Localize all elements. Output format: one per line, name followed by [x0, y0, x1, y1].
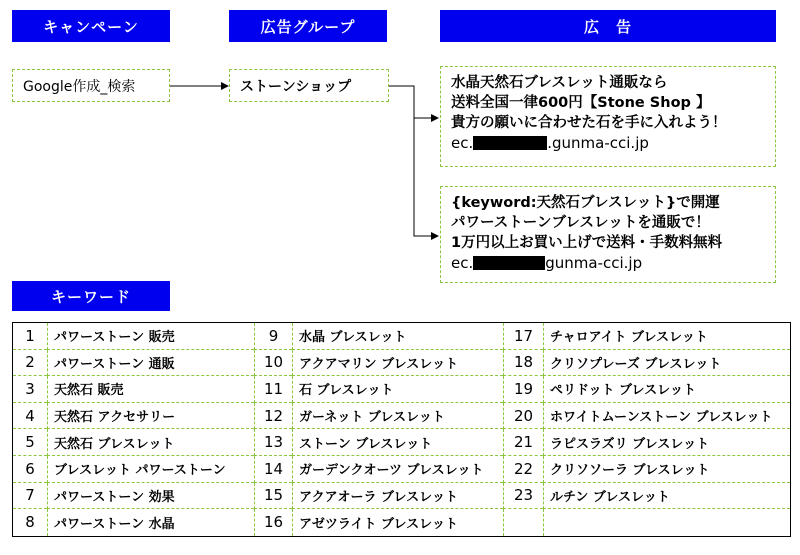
keyword-number: 5	[13, 429, 47, 456]
keyword-number: 15	[254, 483, 292, 510]
keyword-text: パワーストーン 水晶	[47, 509, 254, 536]
ad1-line2: 送料全国一律600円【Stone Shop 】	[451, 95, 711, 111]
keyword-text: ペリドット ブレスレット	[543, 376, 790, 403]
keyword-text: ストーン ブレスレット	[292, 429, 503, 456]
table-row	[13, 376, 790, 403]
ad-card-2	[440, 186, 776, 283]
keyword-number: 20	[503, 403, 543, 430]
keyword-number: 16	[254, 509, 292, 536]
keyword-text: アクアマリン ブレスレット	[292, 350, 503, 377]
ad1-url-suffix: .gunma-cci.jp	[547, 134, 649, 152]
keyword-number: 13	[254, 429, 292, 456]
keyword-text: パワーストーン 販売	[47, 323, 254, 350]
keyword-text: 石 ブレスレット	[292, 376, 503, 403]
keyword-number: 12	[254, 403, 292, 430]
ad1-display-url	[451, 133, 775, 153]
keyword-number: 6	[13, 456, 47, 483]
keyword-text	[543, 509, 790, 536]
ad2-display-url	[451, 253, 775, 273]
ad1-url-prefix: ec.	[451, 134, 474, 152]
keyword-text: パワーストーン 効果	[47, 483, 254, 510]
adgroup-node	[229, 69, 389, 102]
keyword-number: 18	[503, 350, 543, 377]
keyword-text: クリソプレーズ ブレスレット	[543, 350, 790, 377]
redaction-bar	[473, 256, 545, 270]
redaction-bar	[473, 136, 547, 150]
table-row	[13, 429, 790, 456]
keyword-number: 14	[254, 456, 292, 483]
adgroup-header: 広告グループ	[229, 10, 387, 42]
ad2-headline: {keyword:天然石ブレスレット}で開運	[451, 195, 720, 211]
keyword-number: 1	[13, 323, 47, 350]
keyword-number: 7	[13, 483, 47, 510]
keyword-text: アクアオーラ ブレスレット	[292, 483, 503, 510]
keyword-number: 22	[503, 456, 543, 483]
keyword-text: アゼツライト ブレスレット	[292, 509, 503, 536]
campaign-header: キャンペーン	[12, 10, 170, 42]
ad2-url-prefix: ec.	[451, 254, 474, 272]
keyword-text: ガーネット ブレスレット	[292, 403, 503, 430]
keyword-text: 水晶 ブレスレット	[292, 323, 503, 350]
keyword-number: 9	[254, 323, 292, 350]
keyword-text: ホワイトムーンストーン ブレスレット	[543, 403, 790, 430]
keyword-number: 11	[254, 376, 292, 403]
table-row	[13, 456, 790, 483]
table-row	[13, 483, 790, 510]
keyword-header: キーワード	[12, 281, 170, 311]
keyword-text: 天然石 ブレスレット	[47, 429, 254, 456]
ad-header: 広 告	[440, 10, 776, 42]
keyword-table	[12, 322, 791, 537]
keyword-number: 8	[25, 513, 35, 532]
keyword-table-body	[13, 323, 790, 536]
table-row	[13, 350, 790, 377]
keyword-text: パワーストーン 通販	[47, 350, 254, 377]
keyword-number: 23	[503, 483, 543, 510]
keyword-text: 天然石 販売	[47, 376, 254, 403]
ad2-url-suffix: gunma-cci.jp	[545, 254, 643, 272]
ad-card-1	[440, 66, 776, 167]
keyword-text: ラピスラズリ ブレスレット	[543, 429, 790, 456]
ad2-line2: パワーストーンブレスレットを通販で！	[451, 215, 710, 231]
keyword-text: クリソソーラ ブレスレット	[543, 456, 790, 483]
keyword-number	[503, 509, 543, 536]
keyword-number: 2	[13, 350, 47, 377]
keyword-text: チャロアイト ブレスレット	[543, 323, 790, 350]
table-row	[13, 509, 790, 536]
keyword-number: 21	[503, 429, 543, 456]
keyword-text: 天然石 アクセサリー	[47, 403, 254, 430]
keyword-text: ルチン ブレスレット	[543, 483, 790, 510]
keyword-number: 19	[503, 376, 543, 403]
ad1-headline: 水晶天然石ブレスレット通販なら	[451, 75, 668, 91]
arrow-adgroup-to-ad1	[389, 86, 438, 118]
keyword-number: 17	[503, 323, 543, 350]
keyword-number: 4	[13, 403, 47, 430]
ad1-line3: 貴方の願いに合わせた石を手に入れよう！	[451, 115, 727, 131]
ad2-line3: 1万円以上お買い上げで送料・手数料無料	[451, 235, 723, 251]
keyword-number: 3	[13, 376, 47, 403]
table-row	[13, 403, 790, 430]
keyword-text: ブレスレット パワーストーン	[47, 456, 254, 483]
table-row	[13, 323, 790, 350]
keyword-text: ガーデンクオーツ ブレスレット	[292, 456, 503, 483]
keyword-number: 10	[254, 350, 292, 377]
arrow-adgroup-to-ad2	[414, 118, 438, 236]
adgroup-name: ストーンショップ	[240, 78, 352, 95]
campaign-name: Google作成_検索	[23, 78, 136, 95]
campaign-node	[12, 69, 170, 102]
